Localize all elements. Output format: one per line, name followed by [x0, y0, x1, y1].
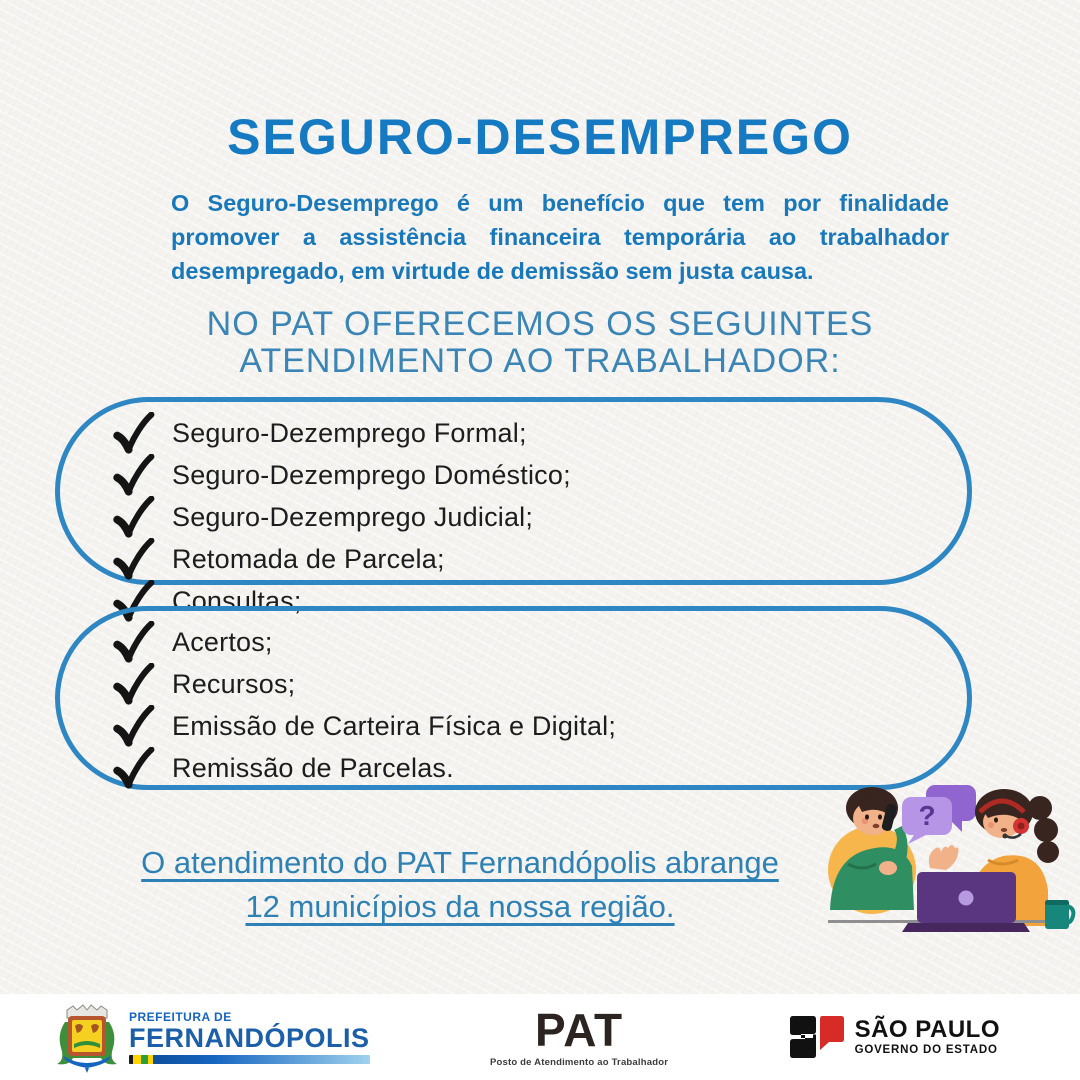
intro-paragraph: O Seguro-Desemprego é um benefício que tem por finalidade promover a assistência financeira temporária ao trabalhador desempregado, em virtude de demissão sem justa causa. [171, 190, 949, 284]
list-item [110, 705, 927, 747]
services-box-primary [55, 397, 972, 616]
coverage-note [40, 841, 880, 929]
list-item [110, 412, 927, 454]
list-item [110, 663, 927, 705]
list-item-label: Consultas; [172, 585, 302, 616]
prefeitura-gradient-bar [129, 1055, 370, 1064]
check-icon [110, 496, 156, 538]
list-item-label: Remissão de Parcelas. [172, 752, 454, 783]
prefeitura-logo [55, 1000, 370, 1074]
check-icon [110, 663, 156, 705]
check-icon [110, 705, 156, 747]
pat-label: PAT [534, 1003, 624, 1056]
pat-sublabel: Posto de Atendimento ao Trabalhador [489, 1056, 669, 1068]
support-illustration [818, 768, 1080, 995]
check-icon [110, 538, 156, 580]
sp-label: SÃO PAULO [854, 1015, 1000, 1043]
list-item-label: Retomada de Parcela; [172, 543, 445, 574]
sp-sublabel: GOVERNO DO ESTADO [854, 1043, 998, 1056]
list-item-label: Seguro-Dezemprego Formal; [172, 417, 527, 448]
check-icon [110, 747, 156, 789]
list-item [110, 747, 927, 789]
sp-text [854, 1015, 1000, 1057]
pat-logo [489, 1003, 669, 1068]
list-item-label: Acertos; [172, 626, 273, 657]
check-icon [110, 621, 156, 663]
list-item-label: Seguro-Dezemprego Doméstico; [172, 459, 571, 490]
prefeitura-label-big: FERNANDÓPOLIS [129, 1022, 370, 1053]
coverage-line2: 12 municípios da nossa região. [245, 889, 675, 924]
section-heading-line1: NO PAT OFERECEMOS OS SEGUINTES [206, 305, 874, 343]
list-item-label: Emissão de Carteira Física e Digital; [172, 710, 617, 741]
list-item [110, 621, 927, 663]
page-title: SEGURO-DESEMPREGO [227, 109, 853, 165]
prefeitura-label-small: PREFEITURA DE [129, 1009, 232, 1024]
services-box-secondary [55, 606, 972, 790]
list-item-label: Seguro-Dezemprego Judicial; [172, 501, 534, 532]
check-icon [110, 454, 156, 496]
list-item [110, 538, 927, 580]
mug-icon [1045, 900, 1073, 929]
fernandopolis-crest-icon [55, 1000, 119, 1074]
section-heading-line2: ATENDIMENTO AO TRABALHADOR: [239, 342, 841, 380]
sao-paulo-gov-logo [789, 1014, 1000, 1060]
prefeitura-text [129, 1011, 370, 1064]
laptop-icon [902, 872, 1030, 932]
footer-logo-bar [0, 994, 1080, 1080]
check-icon [110, 412, 156, 454]
list-item [110, 454, 927, 496]
gesture-hand [929, 845, 959, 870]
list-item [110, 496, 927, 538]
svg-text:?: ? [918, 800, 936, 831]
question-bubble-icon [902, 785, 976, 844]
sp-mark-icon [789, 1014, 845, 1060]
section-heading [0, 306, 1080, 380]
list-item-label: Recursos; [172, 668, 296, 699]
coverage-line1: O atendimento do PAT Fernandópolis abrange [141, 845, 779, 880]
